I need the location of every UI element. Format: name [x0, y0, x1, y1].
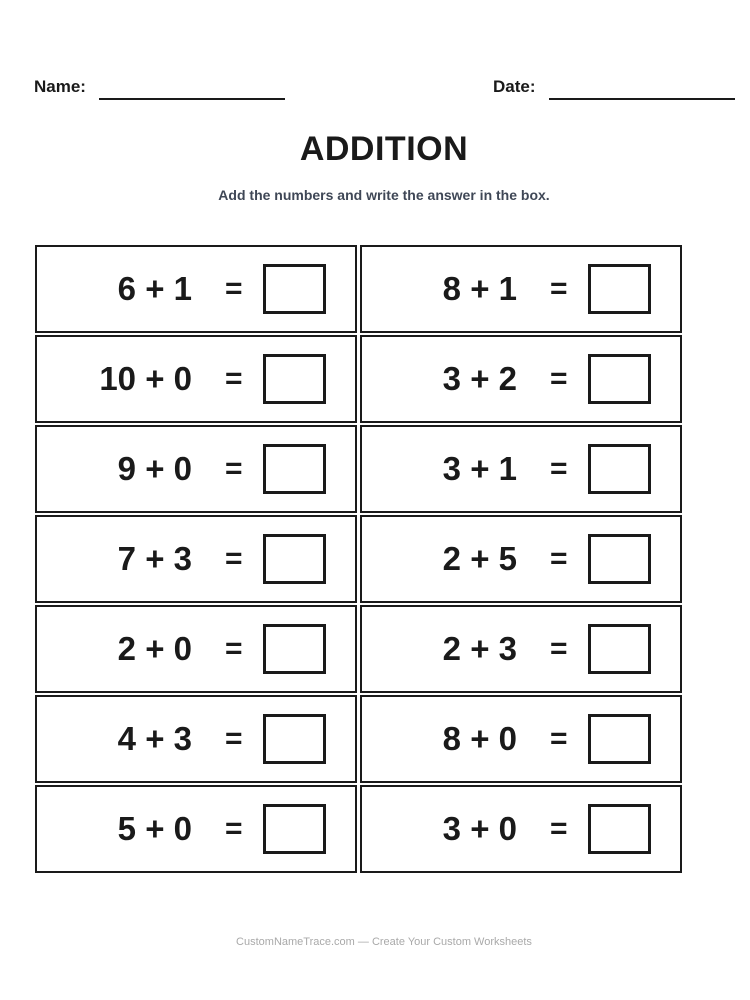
equals-sign: =	[225, 272, 243, 305]
equals-sign: =	[550, 812, 568, 845]
name-line[interactable]	[99, 98, 285, 100]
equals-sign: =	[550, 272, 568, 305]
problem-expression: 8 + 0	[442, 720, 517, 757]
date-field	[493, 77, 735, 97]
answer-box[interactable]	[588, 714, 651, 764]
problem-cell	[360, 695, 682, 783]
equals-sign: =	[550, 542, 568, 575]
answer-box[interactable]	[263, 264, 326, 314]
name-field	[34, 77, 285, 97]
problem-expression: 10 + 0	[99, 360, 192, 397]
answer-box[interactable]	[263, 444, 326, 494]
problem-cell	[360, 335, 682, 423]
answer-box[interactable]	[263, 534, 326, 584]
problem-expression: 8 + 1	[442, 270, 517, 307]
problem-cell	[35, 515, 357, 603]
equals-sign: =	[225, 632, 243, 665]
problem-expression: 7 + 3	[117, 540, 192, 577]
equals-sign: =	[550, 362, 568, 395]
answer-box[interactable]	[588, 804, 651, 854]
problem-expression: 3 + 0	[442, 810, 517, 847]
equals-sign: =	[550, 632, 568, 665]
equals-sign: =	[225, 362, 243, 395]
equals-sign: =	[225, 722, 243, 755]
problem-cell	[360, 245, 682, 333]
problem-cell	[360, 425, 682, 513]
page-title: ADDITION	[299, 130, 469, 168]
problem-expression: 9 + 0	[117, 450, 192, 487]
problem-expression: 4 + 3	[117, 720, 192, 757]
problem-expression: 2 + 5	[442, 540, 517, 577]
answer-box[interactable]	[588, 444, 651, 494]
date-label: Date:	[493, 77, 536, 96]
problem-expression: 5 + 0	[117, 810, 192, 847]
problem-cell	[360, 515, 682, 603]
equals-sign: =	[225, 812, 243, 845]
problem-cell	[35, 335, 357, 423]
answer-box[interactable]	[588, 534, 651, 584]
problem-expression: 3 + 2	[442, 360, 517, 397]
problem-cell	[35, 425, 357, 513]
answer-box[interactable]	[263, 714, 326, 764]
answer-box[interactable]	[588, 354, 651, 404]
equals-sign: =	[550, 722, 568, 755]
answer-box[interactable]	[263, 804, 326, 854]
answer-box[interactable]	[263, 354, 326, 404]
problem-cell	[360, 605, 682, 693]
answer-box[interactable]	[263, 624, 326, 674]
date-line[interactable]	[549, 98, 735, 100]
problem-expression: 3 + 1	[442, 450, 517, 487]
problem-cell	[35, 695, 357, 783]
answer-box[interactable]	[588, 624, 651, 674]
equals-sign: =	[225, 452, 243, 485]
problem-expression: 6 + 1	[117, 270, 192, 307]
instructions: Add the numbers and write the answer in the box.	[218, 187, 550, 203]
equals-sign: =	[225, 542, 243, 575]
equals-sign: =	[550, 452, 568, 485]
problem-cell	[35, 785, 357, 873]
footer-credit: CustomNameTrace.com — Create Your Custom Worksheets	[236, 936, 532, 948]
problem-cell	[360, 785, 682, 873]
problem-expression: 2 + 3	[442, 630, 517, 667]
answer-box[interactable]	[588, 264, 651, 314]
name-label: Name:	[34, 77, 86, 96]
problem-expression: 2 + 0	[117, 630, 192, 667]
problem-grid	[35, 245, 682, 873]
problem-cell	[35, 245, 357, 333]
problem-cell	[35, 605, 357, 693]
